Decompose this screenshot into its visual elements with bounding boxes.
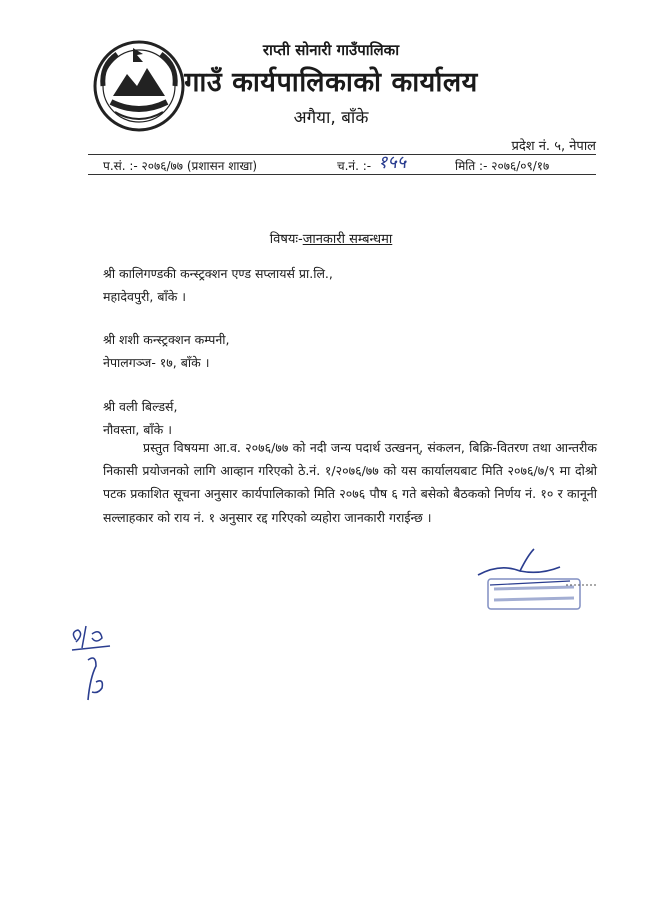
recipient-address: नेपालगञ्ज- १७, बाँके । xyxy=(103,355,210,370)
recipient-address: नौवस्ता, बाँके । xyxy=(103,422,172,437)
dispatch-label: च.नं. :- xyxy=(337,159,372,173)
dispatch-number: १५५ xyxy=(378,152,407,173)
recipient-block xyxy=(103,262,333,308)
province-label: प्रदेश नं. ५, नेपाल xyxy=(511,139,596,154)
reference-number: प.सं. :- २०७६/७७ (प्रशासन शाखा) xyxy=(103,159,258,173)
recipient-name: श्री कालिगण्डकी कन्स्ट्रक्शन एण्ड सप्लायर्स प्रा.लि., xyxy=(103,266,333,281)
recipient-block xyxy=(103,328,230,374)
header-rule-top xyxy=(88,154,596,155)
recipient-name: श्री शशी कन्स्ट्रक्शन कम्पनी, xyxy=(103,332,230,347)
subject-line xyxy=(0,229,662,247)
municipality-name: राप्ती सोनारी गाउँपालिका xyxy=(262,41,400,59)
letter-date: मिति :- २०७६/०९/१७ xyxy=(455,159,550,173)
subject-text: जानकारी सम्बन्धमा xyxy=(302,232,393,247)
office-title: गाउँ कार्यपालिकाको कार्यालय xyxy=(184,67,478,98)
recipient-block xyxy=(103,395,177,441)
recipient-address: महादेवपुरी, बाँके । xyxy=(103,289,187,304)
handwritten-initials xyxy=(66,620,136,720)
letter-body: प्रस्तुत विषयमा आ.व. २०७६/७७ को नदी जन्य पदार्थ उत्खनन्, संकलन, बिक्रि-वितरण तथा आन्तरीक निकासी प्रयोजनको लागि आव्हान गरिएको ठे.नं. १/२०७६/७७ को यस कार्यालयबाट मिति २०७६/७/९ मा दोश्रो पटक प्रकाशित सूचना अनुसार कार्यपालिकाको मिति २०७६ पौष ६ गते बसेको बैठकको निर्णय नं. १० र कानूनी सल्लाहकार को राय नं. १ अनुसार रद्द गरिएको व्यहोरा जानकारी गराईन्छ । xyxy=(103,440,597,525)
office-address: अगैया, बाँके xyxy=(293,108,369,128)
header-rule-bottom xyxy=(88,174,596,175)
signature-stamp xyxy=(470,545,600,615)
subject-label: विषयः- xyxy=(269,232,303,247)
recipient-name: श्री वली बिल्डर्स, xyxy=(103,399,178,414)
